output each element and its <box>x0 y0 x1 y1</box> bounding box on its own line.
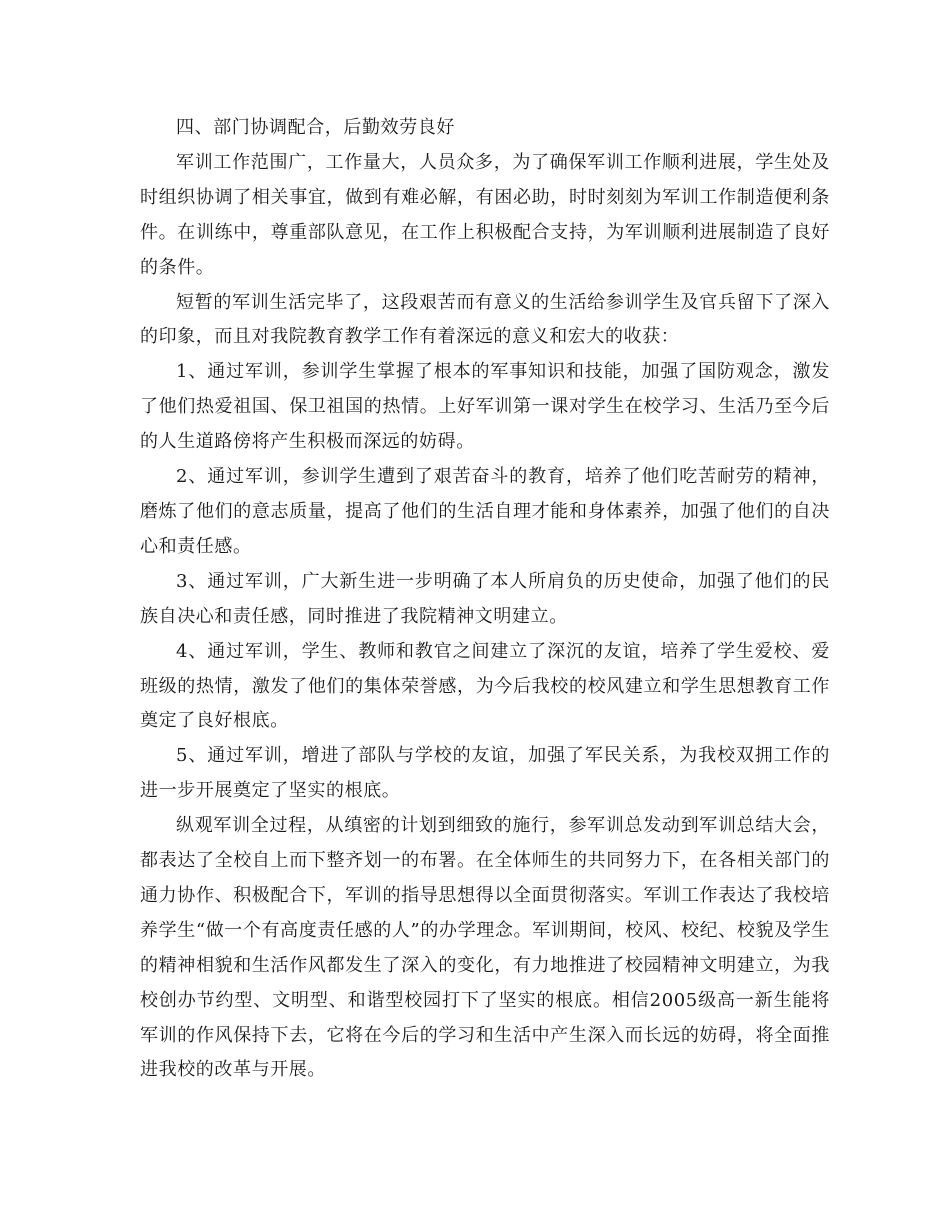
document-body <box>140 111 830 1088</box>
paragraph-item-1: 1、通过军训，参训学生掌握了根本的军事知识和技能，加强了国防观念，激发了他们热爱祖国、保卫祖国的热情。上好军训第一课对学生在校学习、生活乃至今后的人生道路傍将产生积极而深远的妨碍。 <box>140 361 830 453</box>
paragraph-item-3: 3、通过军训，广大新生进一步明确了本人所肩负的历史使命，加强了他们的民族自决心和责任感，同时推进了我院精神文明建立。 <box>140 570 830 627</box>
paragraph-summary: 短暂的军训生活完毕了，这段艰苦而有意义的生活给参训学生及官兵留下了深入的印象，而且对我院教育教学工作有着深远的意义和宏大的收获： <box>140 291 830 348</box>
paragraph-item-5: 5、通过军训，增进了部队与学校的友谊，加强了军民关系，为我校双拥工作的进一步开展奠定了坚实的根底。 <box>140 745 830 802</box>
paragraph-item-4: 4、通过军训，学生、教师和教官之间建立了深沉的友谊，培养了学生爱校、爱班级的热情，激发了他们的集体荣誉感，为今后我校的校风建立和学生思想教育工作奠定了良好根底。 <box>140 640 830 732</box>
paragraph-intro: 军训工作范围广，工作量大，人员众多，为了确保军训工作顺利进展，学生处及时组织协调了相关事宜，做到有难必解，有困必助，时时刻刻为军训工作制造便利条件。在训练中，尊重部队意见，在工作上积极配合支持，为军训顺利进展制造了良好的条件。 <box>140 151 830 278</box>
paragraph-item-2: 2、通过军训，参训学生遭到了艰苦奋斗的教育，培养了他们吃苦耐劳的精神，磨炼了他们的意志质量，提高了他们的生活自理才能和身体素养，加强了他们的自决心和责任感。 <box>140 466 830 557</box>
section-heading: 四、部门协调配合，后勤效劳良好 <box>176 117 455 138</box>
paragraph-conclusion: 纵观军训全过程，从缜密的计划到细致的施行，参军训总发动到军训总结大会，都表达了全校自上而下整齐划一的布署。在全体师生的共同努力下，在各相关部门的通力协作、积极配合下，军训的指导思想得以全面贯彻落实。军训工作表达了我校培养学生“做一个有高度责任感的人”的办学理念。军训期间，校风、校纪、校貌及学生的精神相貌和生活作风都发生了深入的变化，有力地推进了校园精神文明建立，为我校创办节约型、文明型、和谐型校园打下了坚实的根底。相信2005级高一新生能将军训的作风保持下去，它将在今后的学习和生活中产生深入而长远的妨碍，将全面推进我校的改革与开展。 <box>140 815 830 1081</box>
